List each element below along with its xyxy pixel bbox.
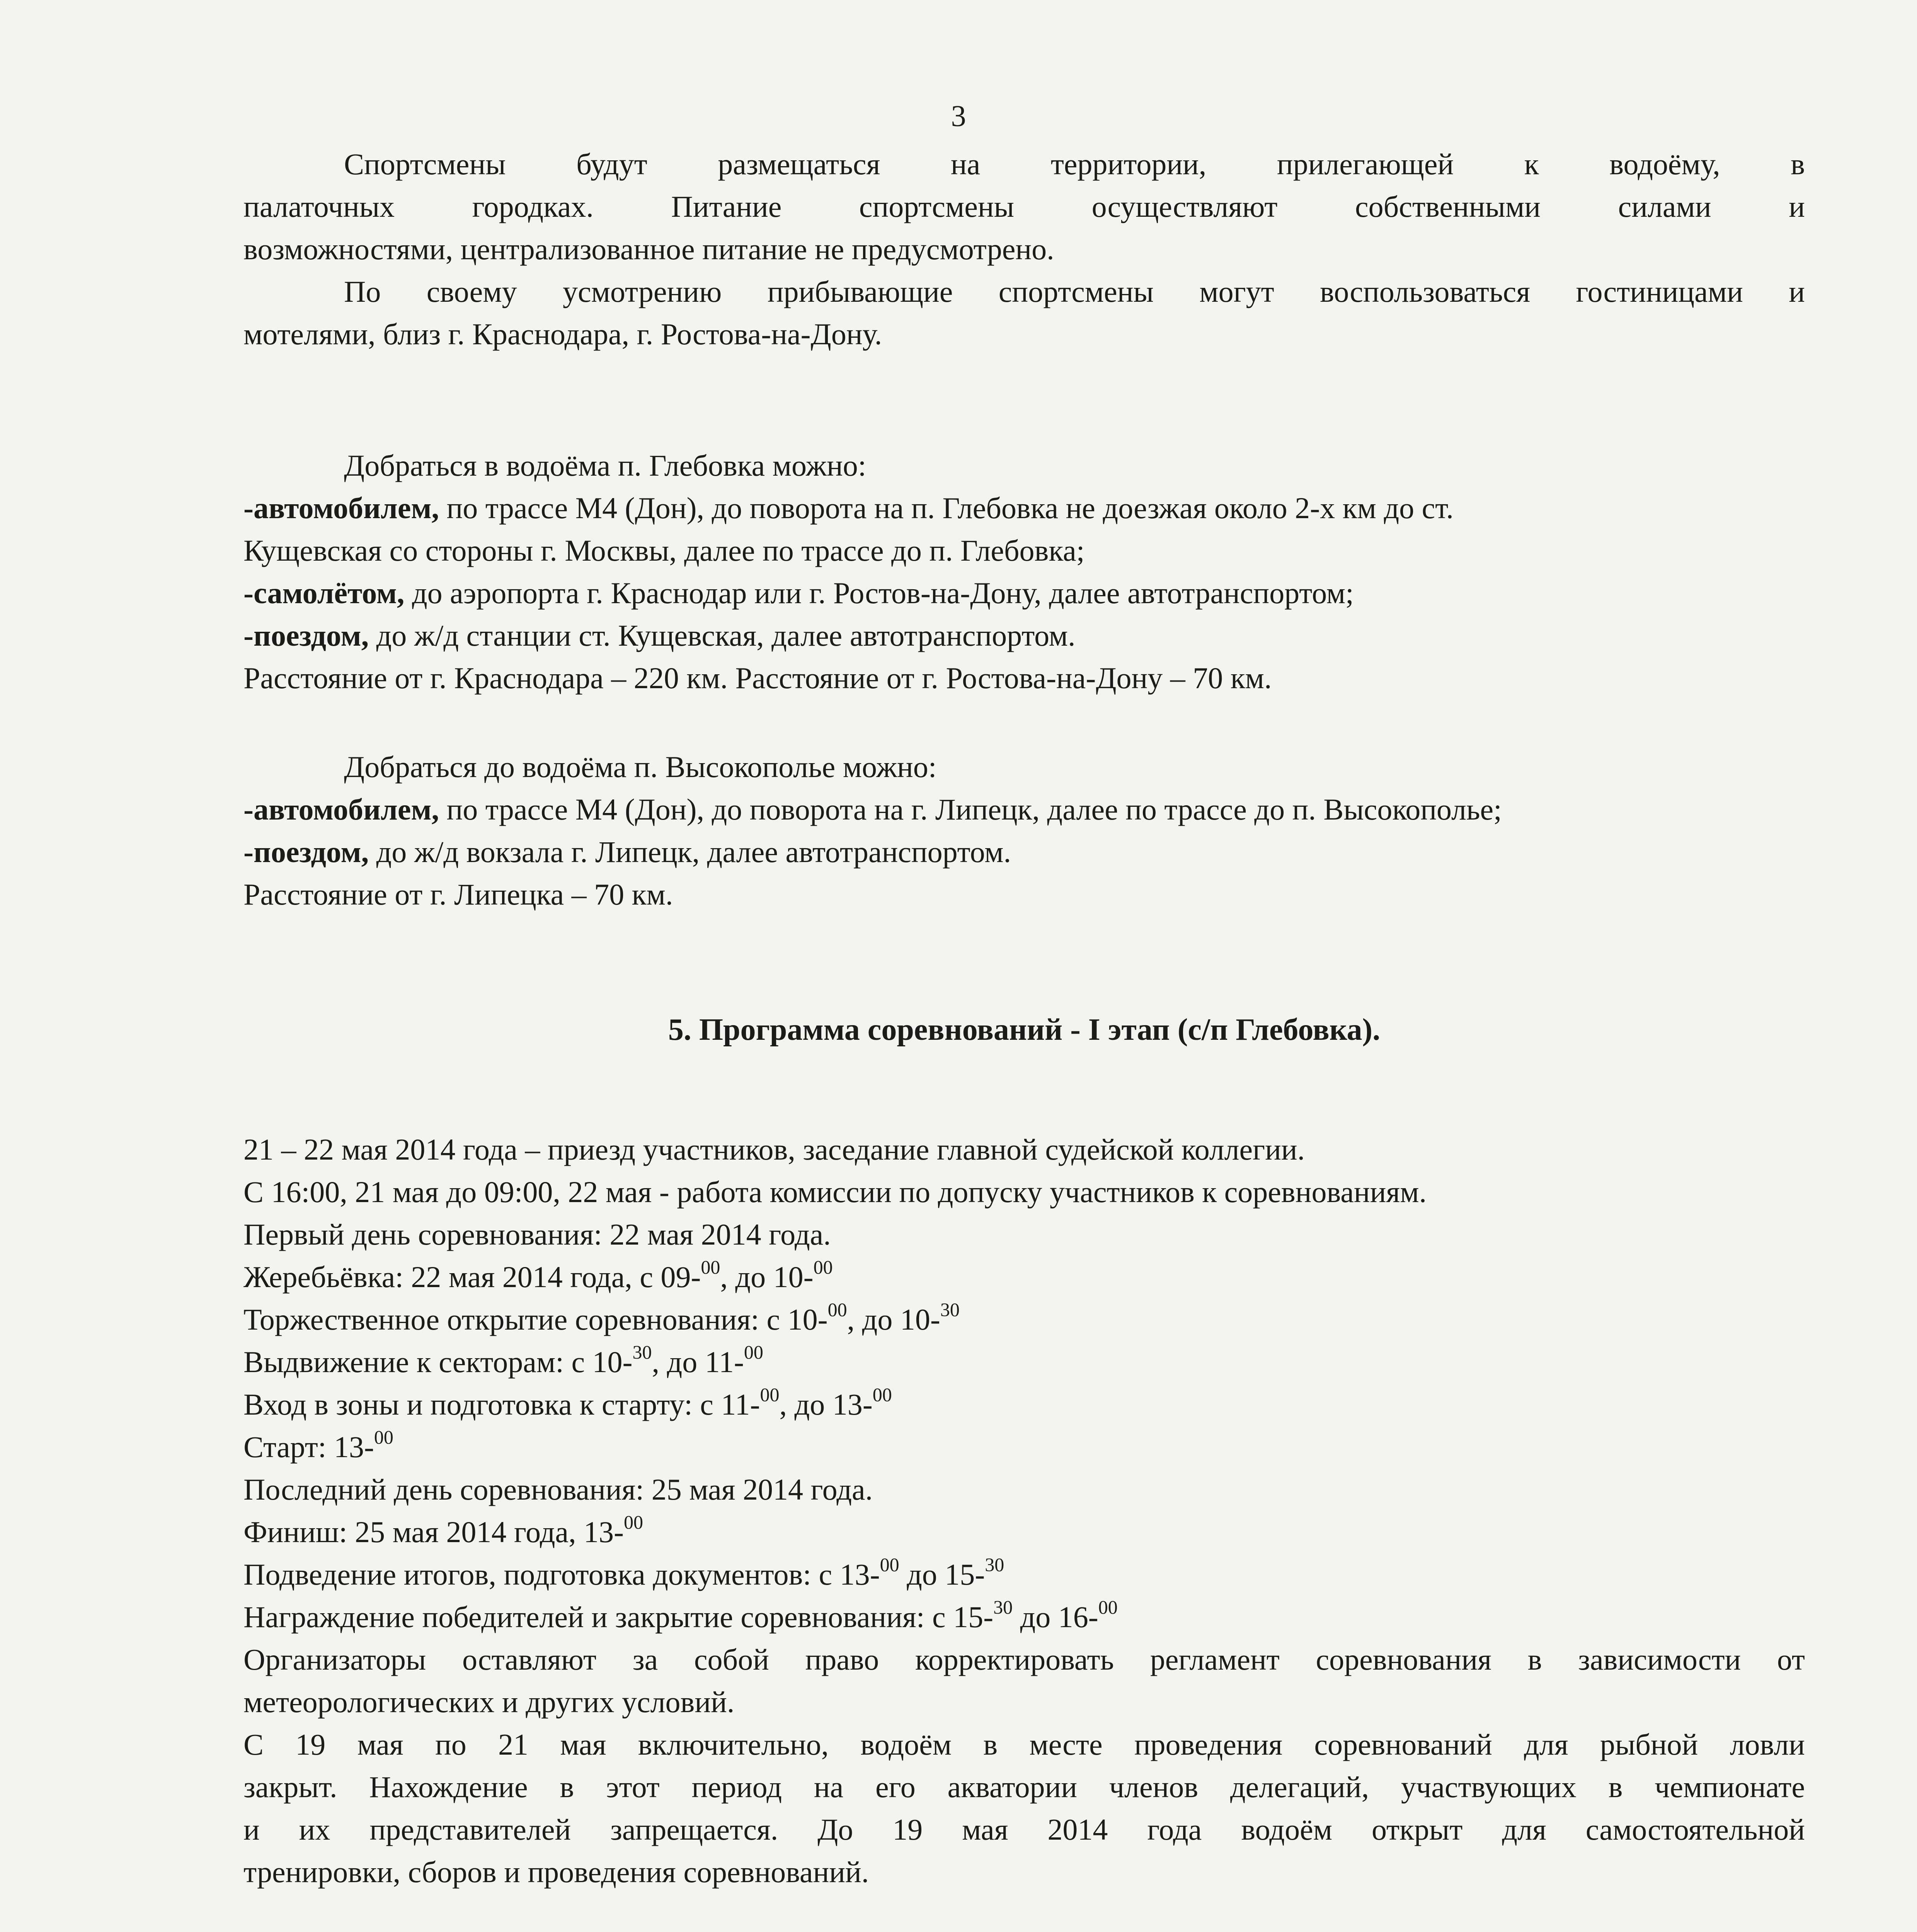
s5-draw	[243, 1256, 1805, 1298]
glebovka-route-plane	[243, 572, 1805, 614]
move-sup-2: 00	[744, 1341, 763, 1363]
car-label: -автомобилем,	[243, 793, 439, 826]
results-text: Подведение итогов, подготовка документов: с 13-	[243, 1558, 880, 1591]
glebovka-route-car-cont: Кущевская со стороны г. Москвы, далее по трассе до п. Глебовка;	[243, 534, 1085, 567]
train-text: до ж/д станции ст. Кущевская, далее автотранспортом.	[369, 619, 1076, 652]
s5-finish	[243, 1511, 1805, 1553]
s5-closed-line-1: С 19 мая по 21 мая включительно, водоём в месте проведения соревнований для рыбной ловли	[243, 1728, 1805, 1761]
awards-text-2: до 16-	[1013, 1600, 1098, 1634]
results-text-2: до 15-	[899, 1558, 985, 1591]
s5-opening	[243, 1298, 1805, 1341]
s5-awards	[243, 1596, 1805, 1638]
opening-sup-2: 30	[940, 1299, 960, 1320]
s5-closed-line-4: тренировки, сборов и проведения соревнований.	[243, 1855, 869, 1889]
awards-sup-1: 30	[993, 1596, 1013, 1618]
s5-move-to-sectors	[243, 1341, 1805, 1383]
plane-label: -самолётом,	[243, 576, 405, 610]
glebovka-route-intro: Добраться в водоёма п. Глебовка можно:	[344, 449, 867, 482]
train-label: -поездом,	[243, 835, 369, 869]
vysokopolye-distance: Расстояние от г. Липецка – 70 км.	[243, 878, 673, 911]
start-text: Старт: 13-	[243, 1430, 374, 1464]
move-text: Выдвижение к секторам: с 10-	[243, 1345, 633, 1379]
train-text: до ж/д вокзала г. Липецк, далее автотранспортом.	[369, 835, 1011, 869]
zone-text-2: , до 13-	[779, 1388, 873, 1421]
awards-sup-2: 00	[1098, 1596, 1118, 1618]
train-label: -поездом,	[243, 619, 369, 652]
results-sup-1: 00	[880, 1554, 899, 1575]
draw-text-2: , до 10-	[720, 1260, 814, 1294]
vysokopolye-route-intro: Добраться до водоёма п. Высокополье можно:	[344, 750, 937, 784]
s5-first-day: Первый день соревнования: 22 мая 2014 года.	[243, 1218, 831, 1251]
s5-commission: С 16:00, 21 мая до 09:00, 22 мая - работа комиссии по допуску участников к соревнованиям.	[243, 1175, 1427, 1209]
plane-text: до аэропорта г. Краснодар или г. Ростов-на-Дону, далее автотранспортом;	[404, 576, 1354, 610]
s5-closed-line-2: закрыт. Нахождение в этот период на его акватории членов делегаций, участвующих в чемпионате	[243, 1770, 1805, 1804]
hotels-line-2: мотелями, близ г. Краснодара, г. Ростова-на-Дону.	[243, 317, 882, 351]
start-sup: 00	[374, 1426, 393, 1448]
finish-text: Финиш: 25 мая 2014 года, 13-	[243, 1515, 624, 1549]
draw-sup-2: 00	[813, 1256, 833, 1278]
move-sup-1: 30	[632, 1341, 652, 1363]
s5-organizers-line-1: Организаторы оставляют за собой право корректировать регламент соревнования в зависимости от	[243, 1643, 1805, 1676]
zone-sup-2: 00	[872, 1384, 892, 1405]
s5-last-day: Последний день соревнования: 25 мая 2014 года.	[243, 1473, 873, 1506]
s5-closed-line-3: и их представителей запрещается. До 19 мая 2014 года водоём открыт для самостоятельной	[243, 1813, 1805, 1846]
car-text: по трассе М4 (Дон), до поворота на п. Глебовка не доезжая около 2-х км до ст.	[439, 491, 1454, 525]
accommodation-line-1: Спортсмены будут размещаться на территории, прилегающей к водоёму, в	[344, 147, 1805, 181]
s5-start	[243, 1426, 1805, 1468]
draw-text: Жеребьёвка: 22 мая 2014 года, с 09-	[243, 1260, 701, 1294]
zone-text: Вход в зоны и подготовка к старту: с 11-	[243, 1388, 760, 1421]
accommodation-line-3: возможностями, централизованное питание не предусмотрено.	[243, 232, 1054, 266]
accommodation-line-2: палаточных городках. Питание спортсмены осуществляют собственными силами и	[243, 190, 1805, 223]
zone-sup-1: 00	[760, 1384, 780, 1405]
car-label: -автомобилем,	[243, 491, 439, 525]
s5-zone-entry	[243, 1383, 1805, 1426]
draw-sup-1: 00	[701, 1256, 720, 1278]
finish-sup: 00	[624, 1511, 643, 1533]
vysokopolye-route-car	[243, 788, 1805, 831]
awards-text: Награждение победителей и закрытие соревнования: с 15-	[243, 1600, 994, 1634]
section-5-heading: 5. Программа соревнований - I этап (с/п Глебовка).	[668, 1013, 1381, 1047]
results-sup-2: 30	[985, 1554, 1004, 1575]
page-number: 3	[951, 99, 966, 133]
s5-organizers-line-2: метеорологических и других условий.	[243, 1685, 735, 1719]
vysokopolye-route-train	[243, 831, 1805, 873]
car-text: по трассе М4 (Дон), до поворота на г. Липецк, далее по трассе до п. Высокополье;	[439, 793, 1502, 826]
glebovka-route-train	[243, 614, 1805, 657]
s5-results	[243, 1553, 1805, 1596]
hotels-line-1: По своему усмотрению прибывающие спортсмены могут воспользоваться гостиницами и	[344, 275, 1805, 308]
opening-text: Торжественное открытие соревнования: с 10-	[243, 1303, 828, 1336]
glebovka-distance: Расстояние от г. Краснодара – 220 км. Расстояние от г. Ростова-на-Дону – 70 км.	[243, 661, 1272, 695]
s5-arrival: 21 – 22 мая 2014 года – приезд участников, заседание главной судейской коллегии.	[243, 1133, 1305, 1166]
move-text-2: , до 11-	[652, 1345, 744, 1379]
glebovka-route-car	[243, 487, 1805, 529]
opening-text-2: , до 10-	[847, 1303, 940, 1336]
opening-sup-1: 00	[827, 1299, 847, 1320]
